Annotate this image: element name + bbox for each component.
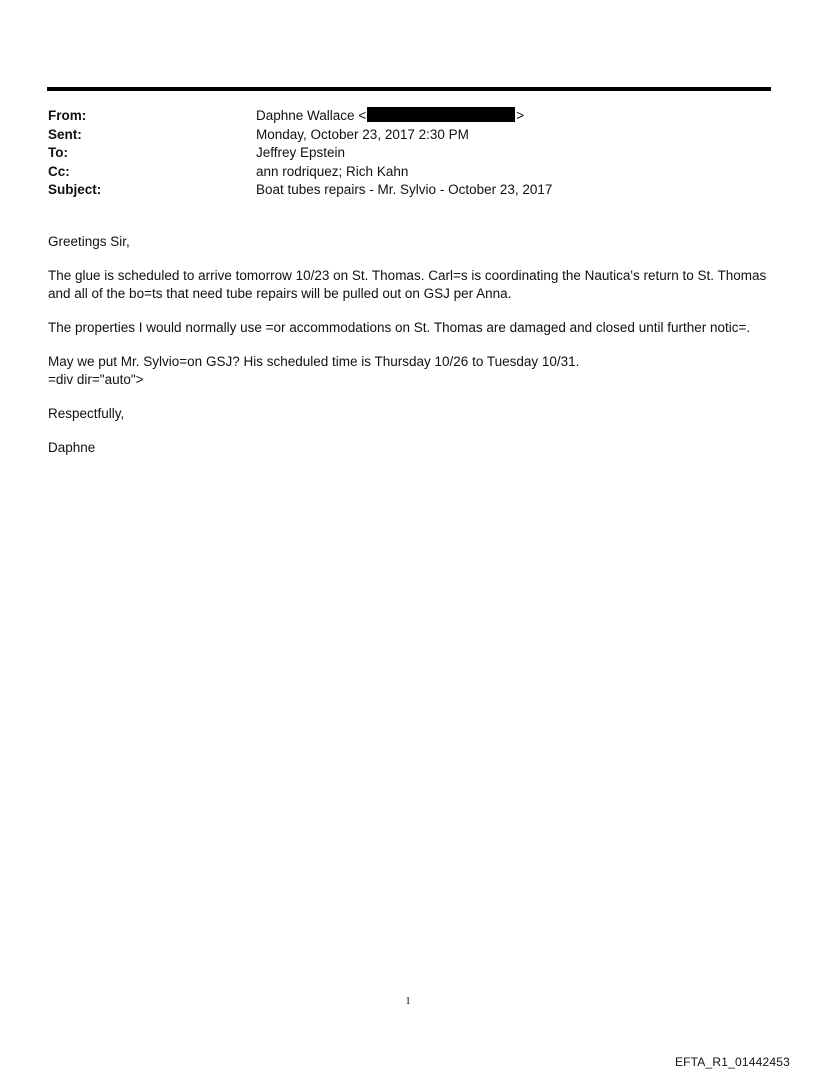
from-value — [256, 107, 768, 126]
cc-row — [48, 163, 768, 182]
cc-label: Cc: — [48, 163, 70, 179]
bates-number: EFTA_R1_01442453 — [674, 1055, 790, 1069]
sent-row — [48, 126, 768, 145]
email-body — [48, 233, 773, 473]
to-value: Jeffrey Epstein — [256, 145, 346, 160]
paragraph-line: =div dir="auto"> — [48, 372, 144, 387]
header-divider — [47, 87, 771, 91]
sender-name: Daphne Wallace — [256, 108, 355, 123]
paragraph-accommodations: The properties I would normally use =or accommodations on St. Thomas are damaged and closed until further notic=. — [48, 320, 751, 335]
signature: Daphne — [48, 440, 96, 455]
subject-row — [48, 181, 768, 200]
from-row — [48, 107, 768, 126]
page-number: 1 — [405, 995, 411, 1007]
redaction-block — [367, 107, 515, 122]
paragraph-request — [48, 353, 773, 389]
subject-value: Boat tubes repairs - Mr. Sylvio - October 23, 2017 — [256, 182, 553, 197]
closing: Respectfully, — [48, 406, 125, 421]
from-label: From: — [48, 108, 87, 123]
sent-label: Sent: — [48, 126, 82, 142]
sender-email-open: < — [358, 108, 367, 123]
subject-label: Subject: — [48, 182, 102, 197]
sender-email-close: > — [516, 108, 525, 123]
paragraph-glue-schedule — [48, 267, 773, 303]
to-row — [48, 144, 768, 163]
greeting: Greetings Sir, — [48, 234, 130, 249]
paragraph-line: The glue is scheduled to arrive tomorrow 10/23 on St. Thomas. Carl=s is coordinating the Nautica's return to St. Thomas — [48, 268, 767, 283]
cc-value: ann rodriquez; Rich Kahn — [256, 163, 409, 179]
paragraph-line: May we put Mr. Sylvio=on GSJ? His scheduled time is Thursday 10/26 to Tuesday 10/31. — [48, 354, 580, 369]
to-label: To: — [48, 145, 68, 160]
sent-value: Monday, October 23, 2017 2:30 PM — [256, 126, 469, 142]
paragraph-line: and all of the bo=ts that need tube repairs will be pulled out on GSJ per Anna. — [48, 286, 512, 301]
email-headers — [48, 107, 768, 200]
